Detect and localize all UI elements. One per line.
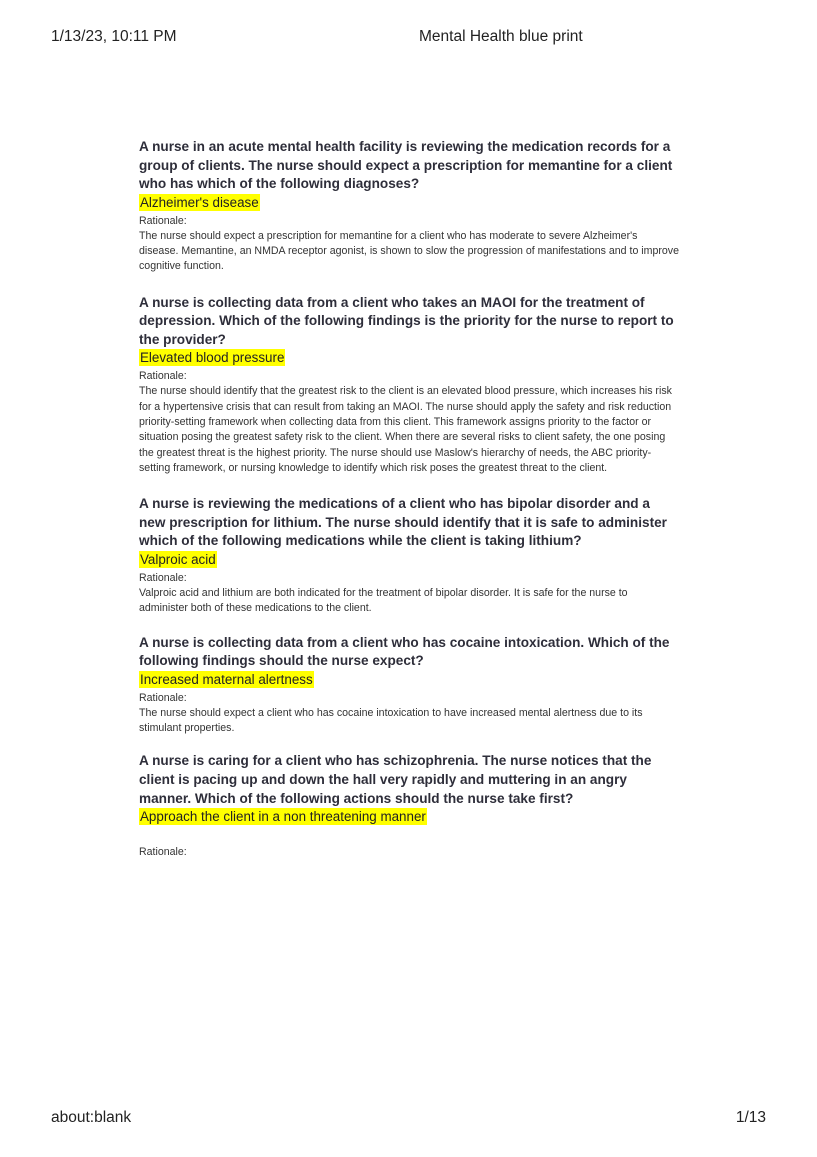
rationale-label: Rationale: bbox=[139, 370, 187, 383]
rationale-label: Rationale: bbox=[139, 572, 187, 585]
rationale-label: Rationale: bbox=[139, 846, 187, 859]
question-list bbox=[139, 138, 679, 859]
highlighted-answer: Approach the client in a non threatening manner bbox=[140, 809, 426, 825]
highlighted-answer: Alzheimer's disease bbox=[140, 194, 259, 210]
rationale-text: Valproic acid and lithium are both indicated for the treatment of bipolar disorder. It is safe for the nurse to administer both of these medications to the client. bbox=[139, 587, 628, 615]
rationale-text: The nurse should expect a client who has cocaine intoxication to have increased mental alertness due to its stimulant properties. bbox=[139, 706, 643, 735]
rationale-label: Rationale: bbox=[139, 214, 187, 227]
question-item bbox=[139, 138, 679, 275]
question-text: A nurse is collecting data from a client who takes an MAOI for the treatment of depression. Which of the following findings is the priority for the nurse to report to the provider? bbox=[139, 294, 674, 347]
question-item bbox=[139, 294, 679, 477]
highlighted-answer: Increased maternal alertness bbox=[140, 671, 313, 687]
page-url: about:blank bbox=[51, 1109, 132, 1126]
highlighted-answer: Elevated blood pressure bbox=[140, 350, 285, 366]
rationale-text: The nurse should expect a prescription for memantine for a client who has moderate to severe Alzheimer's disease. Memantine, an NMDA receptor agonist, is shown to slow the progression of manifestations and to improve cognitive function. bbox=[139, 229, 679, 273]
question-item bbox=[139, 752, 679, 859]
question-item bbox=[139, 495, 679, 616]
highlighted-answer: Valproic acid bbox=[140, 552, 216, 568]
page-number: 1/13 bbox=[735, 1109, 766, 1126]
question-text: A nurse is caring for a client who has schizophrenia. The nurse notices that the client is pacing up and down the hall very rapidly and muttering in an angry manner. Which of the following actions should the nurse take first? bbox=[139, 753, 652, 806]
question-item bbox=[139, 634, 679, 737]
question-text: A nurse is collecting data from a client who has cocaine intoxication. Which of the following findings should the nurse expect? bbox=[139, 634, 670, 669]
rationale-text: The nurse should identify that the greatest risk to the client is an elevated blood pressure, which increases his risk for a hypertensive crisis that can result from taking an MAOI. The nurse should apply the safety and risk reduction priority-setting framework when collecting data from this client. This framework assigns priority to the factor or situation posing the greatest safety risk to the client. When there are several risks to client safety, the one posing the greatest threat is the highest priority. The nurse should use Maslow's hierarchy of needs, the ABC priority-setting framework, or nursing knowledge to identify which risk poses the greatest threat to the client. bbox=[139, 385, 672, 474]
question-text: A nurse is reviewing the medications of a client who has bipolar disorder and a new prescription for lithium. The nurse should identify that it is safe to administer which of the following medications while the client is taking lithium? bbox=[139, 496, 667, 549]
question-text: A nurse in an acute mental health facility is reviewing the medication records for a group of clients. The nurse should expect a prescription for memantine for a client who has which of the following diagnoses? bbox=[139, 139, 673, 192]
print-date: 1/13/23, 10:11 PM bbox=[51, 28, 177, 45]
rationale-label: Rationale: bbox=[139, 691, 187, 704]
document-title: Mental Health blue print bbox=[419, 28, 583, 45]
